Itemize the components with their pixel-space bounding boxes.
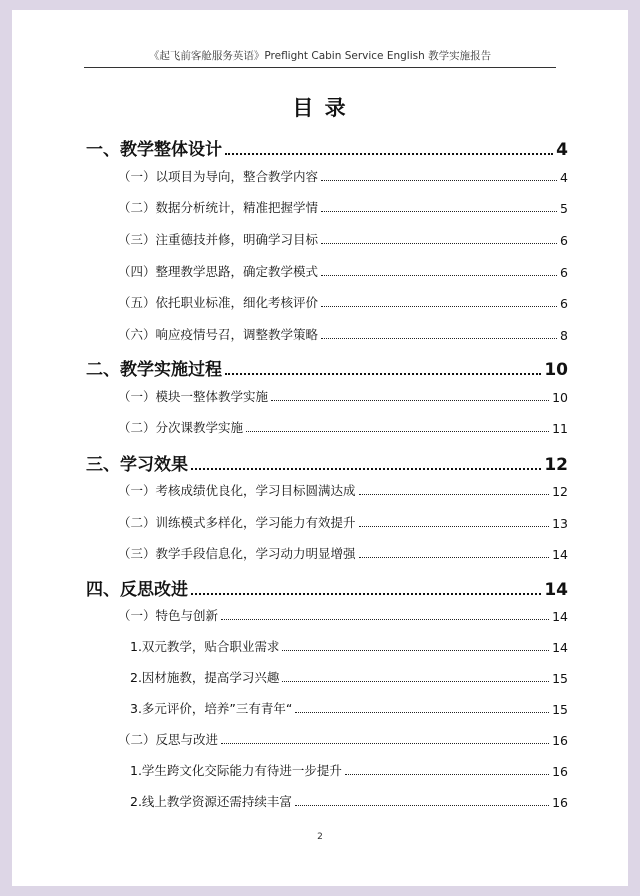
dot-leader — [321, 180, 557, 181]
toc-entry-page-number: 14 — [544, 580, 568, 600]
dot-leader — [225, 153, 553, 155]
toc-entry-page-number: 10 — [552, 390, 568, 405]
dot-leader — [345, 774, 549, 775]
toc-entry-level-1[interactable] — [86, 135, 568, 160]
dot-leader — [225, 373, 541, 375]
toc-entry-label: 3.多元评价，培养”三有青年“ — [130, 701, 293, 716]
dot-leader — [359, 557, 550, 558]
toc-entry-page-number: 16 — [552, 764, 568, 779]
dot-leader — [191, 468, 541, 470]
toc-entry-level-2[interactable] — [118, 606, 568, 624]
toc-entry-page-number: 13 — [552, 516, 568, 531]
toc-entry-label: 2.线上教学资源还需持续丰富 — [130, 794, 292, 809]
dot-leader — [321, 211, 557, 212]
toc-entry-page-number: 5 — [560, 201, 568, 216]
dot-leader — [359, 526, 550, 527]
toc-entry-page-number: 6 — [560, 233, 568, 248]
toc-entry-level-2[interactable] — [118, 198, 568, 216]
toc-entry-label: （一）考核成绩优良化，学习目标圆满达成 — [118, 483, 356, 498]
toc-entry-label: 三、学习效果 — [86, 455, 188, 475]
toc-entry-level-1[interactable] — [86, 575, 568, 600]
toc-entry-label: 2.因材施教，提高学习兴趣 — [130, 670, 280, 685]
toc-entry-label: 1.学生跨文化交际能力有待进一步提升 — [130, 763, 342, 778]
toc-entry-level-3[interactable] — [130, 792, 568, 810]
toc-entry-page-number: 14 — [552, 640, 568, 655]
toc-entry-level-2[interactable] — [118, 325, 568, 343]
toc-entry-level-2[interactable] — [118, 167, 568, 185]
dot-leader — [271, 400, 549, 401]
header-rule — [84, 67, 556, 68]
toc-entry-label: （五）依托职业标准，细化考核评价 — [118, 295, 319, 310]
toc-entry-page-number: 15 — [552, 702, 568, 717]
toc-entry-level-2[interactable] — [118, 481, 568, 499]
dot-leader — [191, 593, 541, 595]
dot-leader — [359, 494, 550, 495]
toc-entry-label: （二）数据分析统计，精准把握学情 — [118, 200, 319, 215]
toc-entry-label: （三）教学手段信息化，学习动力明显增强 — [118, 546, 356, 561]
toc-entry-page-number: 8 — [560, 328, 568, 343]
toc-entry-page-number: 16 — [552, 795, 568, 810]
toc-entry-level-1[interactable] — [86, 450, 568, 475]
dot-leader — [221, 619, 549, 620]
toc-entry-level-2[interactable] — [118, 730, 568, 748]
toc-entry-level-3[interactable] — [130, 761, 568, 779]
toc-entry-label: （一）以项目为导向，整合教学内容 — [118, 169, 319, 184]
running-header: 《起飞前客舱服务英语》Preflight Cabin Service English 教学实施报告 — [148, 50, 492, 62]
toc-entry-label: （二）反思与改进 — [118, 732, 219, 747]
toc-entry-page-number: 4 — [556, 140, 568, 160]
toc-entry-page-number: 12 — [544, 455, 568, 475]
toc-title: 目 录 — [292, 96, 348, 120]
toc-entry-level-1[interactable] — [86, 355, 568, 380]
page-number: 2 — [317, 832, 323, 842]
toc-entry-label: 二、教学实施过程 — [86, 360, 222, 380]
dot-leader — [321, 275, 557, 276]
toc-entry-level-3[interactable] — [130, 668, 568, 686]
dot-leader — [221, 743, 549, 744]
toc-entry-page-number: 6 — [560, 265, 568, 280]
dot-leader — [246, 431, 549, 432]
toc-entry-page-number: 4 — [560, 170, 568, 185]
toc-entry-level-2[interactable] — [118, 262, 568, 280]
dot-leader — [321, 338, 557, 339]
toc-entry-label: （三）注重德技并修，明确学习目标 — [118, 232, 319, 247]
toc-entry-page-number: 6 — [560, 296, 568, 311]
toc-entry-label: 一、教学整体设计 — [86, 140, 222, 160]
document-page — [12, 10, 628, 886]
dot-leader — [282, 681, 549, 682]
toc-entry-label: （一）特色与创新 — [118, 608, 219, 623]
dot-leader — [282, 650, 549, 651]
dot-leader — [321, 306, 557, 307]
toc-entry-page-number: 15 — [552, 671, 568, 686]
toc-entry-page-number: 10 — [544, 360, 568, 380]
dot-leader — [321, 243, 557, 244]
toc-entry-level-2[interactable] — [118, 230, 568, 248]
toc-entry-level-2[interactable] — [118, 387, 568, 405]
toc-entry-level-3[interactable] — [130, 699, 568, 717]
toc-entry-label: （二）分次课教学实施 — [118, 420, 244, 435]
toc-entry-page-number: 12 — [552, 484, 568, 499]
toc-entry-level-2[interactable] — [118, 544, 568, 562]
toc-entry-level-2[interactable] — [118, 293, 568, 311]
dot-leader — [295, 712, 549, 713]
toc-entry-label: （四）整理教学思路，确定教学模式 — [118, 264, 319, 279]
toc-entry-level-2[interactable] — [118, 418, 568, 436]
toc-entry-label: （二）训练模式多样化，学习能力有效提升 — [118, 515, 356, 530]
toc-entry-page-number: 14 — [552, 609, 568, 624]
toc-entry-page-number: 16 — [552, 733, 568, 748]
toc-entry-label: （一）模块一整体教学实施 — [118, 389, 269, 404]
toc-entry-label: 四、反思改进 — [86, 580, 188, 600]
toc-entry-level-2[interactable] — [118, 513, 568, 531]
toc-entry-label: （六）响应疫情号召，调整教学策略 — [118, 327, 319, 342]
dot-leader — [295, 805, 549, 806]
toc-entry-label: 1.双元教学，贴合职业需求 — [130, 639, 280, 654]
toc-entry-level-3[interactable] — [130, 637, 568, 655]
toc-entry-page-number: 11 — [552, 421, 568, 436]
toc-entry-page-number: 14 — [552, 547, 568, 562]
